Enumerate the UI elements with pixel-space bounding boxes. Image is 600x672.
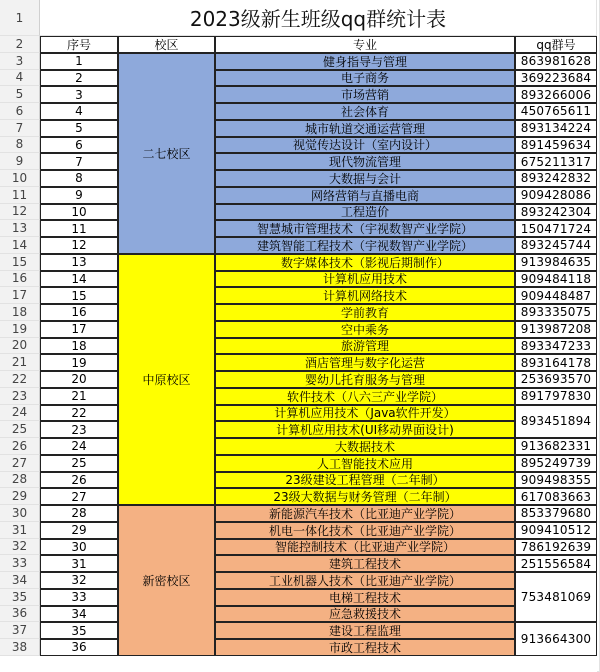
header-qq[interactable]: qq群号: [515, 36, 597, 53]
seq-cell[interactable]: 18: [40, 338, 118, 355]
major-cell[interactable]: 健身指导与管理: [215, 53, 515, 70]
qq-number-cell[interactable]: 909428086: [515, 187, 597, 204]
qq-number-cell[interactable]: 893266006: [515, 86, 597, 103]
qq-number-cell[interactable]: 909498355: [515, 472, 597, 489]
major-cell[interactable]: 电梯工程技术: [215, 589, 515, 606]
qq-number-cell[interactable]: 617083663: [515, 488, 597, 505]
seq-cell[interactable]: 27: [40, 488, 118, 505]
header-seq[interactable]: 序号: [40, 36, 118, 53]
row-number[interactable]: 3: [0, 53, 40, 70]
qq-number-cell[interactable]: 253693570: [515, 371, 597, 388]
row-number[interactable]: 4: [0, 70, 40, 87]
qq-number-cell[interactable]: 863981628: [515, 53, 597, 70]
seq-cell[interactable]: 5: [40, 120, 118, 137]
qq-number-cell[interactable]: 909448487: [515, 287, 597, 304]
major-cell[interactable]: 工业机器人技术（比亚迪产业学院）: [215, 572, 515, 589]
qq-number-cell[interactable]: 893451894: [515, 405, 597, 439]
qq-number-cell[interactable]: 895249739: [515, 455, 597, 472]
seq-cell[interactable]: 32: [40, 572, 118, 589]
row-number[interactable]: 9: [0, 153, 40, 170]
qq-number-cell[interactable]: 150471724: [515, 220, 597, 237]
row-number[interactable]: 8: [0, 137, 40, 154]
qq-number-cell[interactable]: 891459634: [515, 137, 597, 154]
seq-cell[interactable]: 23: [40, 421, 118, 438]
qq-number-cell[interactable]: 853379680: [515, 505, 597, 522]
seq-cell[interactable]: 7: [40, 153, 118, 170]
row-number[interactable]: 7: [0, 120, 40, 137]
major-cell[interactable]: 学前教育: [215, 304, 515, 321]
row-number[interactable]: 33: [0, 555, 40, 572]
row-number[interactable]: 24: [0, 405, 40, 422]
seq-cell[interactable]: 17: [40, 321, 118, 338]
seq-cell[interactable]: 25: [40, 455, 118, 472]
major-cell[interactable]: 计算机网络技术: [215, 287, 515, 304]
campus-cell[interactable]: 二七校区: [118, 53, 215, 254]
row-number[interactable]: 26: [0, 438, 40, 455]
seq-cell[interactable]: 26: [40, 472, 118, 489]
seq-cell[interactable]: 35: [40, 622, 118, 639]
major-cell[interactable]: 智慧城市管理技术（宇视数智产业学院）: [215, 220, 515, 237]
seq-cell[interactable]: 28: [40, 505, 118, 522]
major-cell[interactable]: 社会体育: [215, 103, 515, 120]
seq-cell[interactable]: 24: [40, 438, 118, 455]
major-cell[interactable]: 计算机应用技术（Java软件开发）: [215, 405, 515, 422]
row-number[interactable]: 2: [0, 36, 40, 53]
major-cell[interactable]: 市政工程技术: [215, 639, 515, 656]
seq-cell[interactable]: 29: [40, 522, 118, 539]
seq-cell[interactable]: 34: [40, 606, 118, 623]
row-number[interactable]: 30: [0, 505, 40, 522]
major-cell[interactable]: 23级建设工程管理（二年制）: [215, 472, 515, 489]
seq-cell[interactable]: 19: [40, 354, 118, 371]
row-number[interactable]: 38: [0, 639, 40, 656]
major-cell[interactable]: 城市轨道交通运营管理: [215, 120, 515, 137]
major-cell[interactable]: 酒店管理与数字化运营: [215, 354, 515, 371]
seq-cell[interactable]: 31: [40, 555, 118, 572]
qq-number-cell[interactable]: 893164178: [515, 354, 597, 371]
campus-cell[interactable]: 中原校区: [118, 254, 215, 505]
qq-number-cell[interactable]: 893245744: [515, 237, 597, 254]
row-number[interactable]: 11: [0, 187, 40, 204]
major-cell[interactable]: 婴幼儿托育服务与管理: [215, 371, 515, 388]
row-number[interactable]: 35: [0, 589, 40, 606]
major-cell[interactable]: 人工智能技术应用: [215, 455, 515, 472]
qq-number-cell[interactable]: 893242832: [515, 170, 597, 187]
major-cell[interactable]: 市场营销: [215, 86, 515, 103]
row-number[interactable]: 34: [0, 572, 40, 589]
qq-number-cell[interactable]: 893242304: [515, 204, 597, 221]
seq-cell[interactable]: 36: [40, 639, 118, 656]
seq-cell[interactable]: 33: [40, 589, 118, 606]
row-number[interactable]: 12: [0, 204, 40, 221]
major-cell[interactable]: 23级大数据与财务管理（二年制）: [215, 488, 515, 505]
row-number[interactable]: 14: [0, 237, 40, 254]
seq-cell[interactable]: 14: [40, 271, 118, 288]
qq-number-cell[interactable]: 369223684: [515, 70, 597, 87]
seq-cell[interactable]: 11: [40, 220, 118, 237]
major-cell[interactable]: 新能源汽车技术（比亚迪产业学院）: [215, 505, 515, 522]
qq-number-cell[interactable]: 913664300: [515, 622, 597, 656]
qq-number-cell[interactable]: 893347233: [515, 338, 597, 355]
row-number[interactable]: 27: [0, 455, 40, 472]
seq-cell[interactable]: 20: [40, 371, 118, 388]
qq-number-cell[interactable]: 909410512: [515, 522, 597, 539]
row-number[interactable]: 23: [0, 388, 40, 405]
seq-cell[interactable]: 9: [40, 187, 118, 204]
row-number[interactable]: 20: [0, 338, 40, 355]
seq-cell[interactable]: 15: [40, 287, 118, 304]
row-number[interactable]: 32: [0, 539, 40, 556]
row-number[interactable]: 18: [0, 304, 40, 321]
major-cell[interactable]: 建筑工程技术: [215, 555, 515, 572]
major-cell[interactable]: 旅游管理: [215, 338, 515, 355]
seq-cell[interactable]: 4: [40, 103, 118, 120]
row-number[interactable]: 17: [0, 287, 40, 304]
major-cell[interactable]: 大数据与会计: [215, 170, 515, 187]
qq-number-cell[interactable]: 786192639: [515, 539, 597, 556]
seq-cell[interactable]: 2: [40, 70, 118, 87]
qq-number-cell[interactable]: 909484118: [515, 271, 597, 288]
row-number[interactable]: 29: [0, 488, 40, 505]
sheet-title[interactable]: 2023级新生班级qq群统计表: [40, 0, 597, 36]
major-cell[interactable]: 大数据技术: [215, 438, 515, 455]
major-cell[interactable]: 数字媒体技术（影视后期制作）: [215, 254, 515, 271]
row-number[interactable]: 36: [0, 606, 40, 623]
seq-cell[interactable]: 8: [40, 170, 118, 187]
seq-cell[interactable]: 30: [40, 539, 118, 556]
row-number[interactable]: 10: [0, 170, 40, 187]
row-number[interactable]: 1: [0, 0, 40, 36]
row-number[interactable]: 28: [0, 472, 40, 489]
major-cell[interactable]: 工程造价: [215, 204, 515, 221]
seq-cell[interactable]: 12: [40, 237, 118, 254]
major-cell[interactable]: 软件技术（八六三产业学院）: [215, 388, 515, 405]
major-cell[interactable]: 计算机应用技术: [215, 271, 515, 288]
major-cell[interactable]: 空中乘务: [215, 321, 515, 338]
qq-number-cell[interactable]: 251556584: [515, 555, 597, 572]
qq-number-cell[interactable]: 753481069: [515, 572, 597, 622]
header-major[interactable]: 专业: [215, 36, 515, 53]
seq-cell[interactable]: 1: [40, 53, 118, 70]
major-cell[interactable]: 机电一体化技术（比亚迪产业学院）: [215, 522, 515, 539]
qq-number-cell[interactable]: 893335075: [515, 304, 597, 321]
seq-cell[interactable]: 13: [40, 254, 118, 271]
major-cell[interactable]: 计算机应用技术(UI移动界面设计): [215, 421, 515, 438]
major-cell[interactable]: 电子商务: [215, 70, 515, 87]
major-cell[interactable]: 现代物流管理: [215, 153, 515, 170]
row-number[interactable]: 37: [0, 622, 40, 639]
qq-number-cell[interactable]: 913984635: [515, 254, 597, 271]
qq-number-cell[interactable]: 893134224: [515, 120, 597, 137]
major-cell[interactable]: 智能控制技术（比亚迪产业学院）: [215, 539, 515, 556]
major-cell[interactable]: 视觉传达设计（室内设计）: [215, 137, 515, 154]
seq-cell[interactable]: 16: [40, 304, 118, 321]
row-number[interactable]: 15: [0, 254, 40, 271]
seq-cell[interactable]: 6: [40, 137, 118, 154]
seq-cell[interactable]: 22: [40, 405, 118, 422]
major-cell[interactable]: 应急救援技术: [215, 606, 515, 623]
row-number[interactable]: 6: [0, 103, 40, 120]
row-number[interactable]: 5: [0, 86, 40, 103]
qq-number-cell[interactable]: 913682331: [515, 438, 597, 455]
qq-number-cell[interactable]: 450765611: [515, 103, 597, 120]
row-number[interactable]: 22: [0, 371, 40, 388]
row-number[interactable]: 21: [0, 354, 40, 371]
row-number[interactable]: 31: [0, 522, 40, 539]
row-number[interactable]: 19: [0, 321, 40, 338]
major-cell[interactable]: 网络营销与直播电商: [215, 187, 515, 204]
campus-cell[interactable]: 新密校区: [118, 505, 215, 656]
seq-cell[interactable]: 3: [40, 86, 118, 103]
row-number[interactable]: 16: [0, 271, 40, 288]
major-cell[interactable]: 建设工程监理: [215, 622, 515, 639]
qq-number-cell[interactable]: 891797830: [515, 388, 597, 405]
seq-cell[interactable]: 21: [40, 388, 118, 405]
qq-number-cell[interactable]: 675211317: [515, 153, 597, 170]
header-campus[interactable]: 校区: [118, 36, 215, 53]
row-number[interactable]: 25: [0, 421, 40, 438]
major-cell[interactable]: 建筑智能工程技术（宇视数智产业学院）: [215, 237, 515, 254]
seq-cell[interactable]: 10: [40, 204, 118, 221]
qq-number-cell[interactable]: 913987208: [515, 321, 597, 338]
row-number[interactable]: 13: [0, 220, 40, 237]
